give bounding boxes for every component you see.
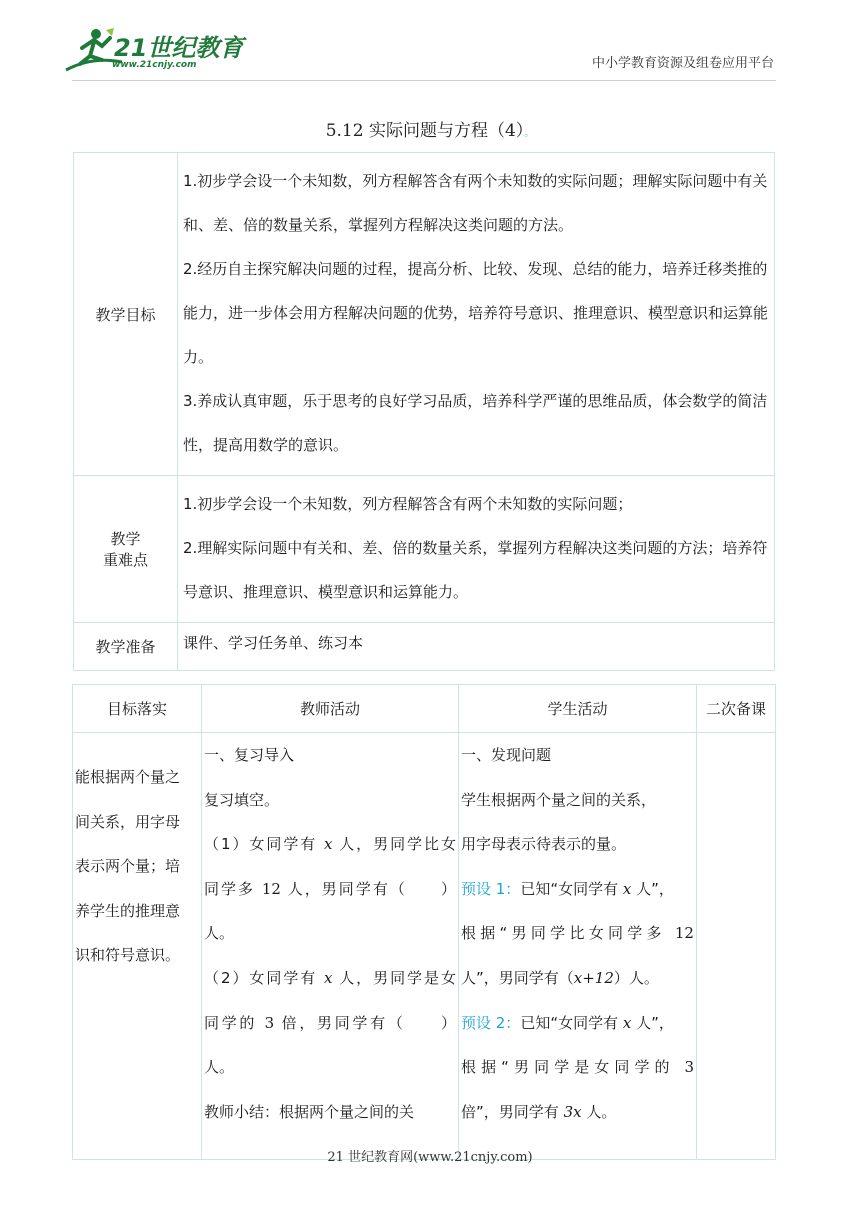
- difficulty-row: [74, 476, 775, 623]
- goal-content: [178, 153, 775, 476]
- prep-content: 课件、学习任务单、练习本: [178, 623, 775, 671]
- title-dot: 。: [524, 128, 535, 139]
- student-section: 一、发现问题: [461, 746, 552, 764]
- teacher-q1-line1: （1）女同学有 x 人，男同学比女: [204, 835, 456, 854]
- logo-text: 21世纪教育: [114, 34, 244, 62]
- goal-column: 能根据两个量之 间关系，用字母 表示两个量；培 养学生的推理意 识和符号意识。: [73, 733, 202, 1160]
- difficulty-content: [178, 476, 775, 623]
- teacher-section: 一、复习导入: [204, 746, 295, 764]
- goal-item-1: 1.初步学会设一个未知数，列方程解答含有两个未知数的实际问题；理解实际问题中有关和、差、倍的数量关系，掌握列方程解决这类问题的方法。: [183, 172, 768, 234]
- header-student: 学生活动: [459, 685, 697, 733]
- teacher-intro: 复习填空。: [204, 790, 280, 809]
- lesson-info-table: [73, 152, 775, 671]
- activity-body-row: [73, 733, 776, 1160]
- student-column: [459, 733, 697, 1160]
- preset-2-line2: 根据“男同学是女同学的 3: [461, 1058, 694, 1077]
- goal-row: [74, 153, 775, 476]
- preset-1-line1: 预设 1：已知“女同学有 x 人”，: [461, 879, 674, 898]
- difficulty-label: 教学 重难点: [74, 476, 178, 623]
- difficulty-item-2: 2.理解实际问题中有关和、差、倍的数量关系，掌握列方程解决这类问题的方法；培养符号意识、推理意识、模型意识和运算能力。: [183, 539, 768, 601]
- teacher-summary: 教师小结：根据两个量之间的关: [204, 1102, 415, 1121]
- teacher-q2-line1: （2）女同学有 x 人，男同学是女: [204, 968, 456, 987]
- preset-1-line2: 根据“男同学比女同学多 12: [461, 924, 694, 943]
- preset-2-line1: 预设 2：已知“女同学有 x 人”，: [461, 1013, 674, 1032]
- teacher-q1-line2: 同学多 12 人，男同学有（ ）: [204, 879, 456, 898]
- page-header: [0, 0, 860, 90]
- page-title: 5.12 实际问题与方程（4）。: [325, 121, 535, 141]
- student-line2: 用字母表示待表示的量。: [461, 835, 627, 854]
- page-footer: 21 世纪教育网(www.21cnjy.com): [327, 1150, 533, 1165]
- teacher-column: [202, 733, 459, 1160]
- preset-1-line3: 人”，男同学有（x+12）人。: [461, 968, 659, 987]
- preset-2-tag: 预设 2：: [461, 1013, 521, 1032]
- header-goal: 目标落实: [73, 685, 202, 733]
- header-teacher: 教师活动: [202, 685, 459, 733]
- header-notes: 二次备课: [697, 685, 776, 733]
- activity-table: [72, 684, 776, 1160]
- platform-name: 中小学教育资源及组卷应用平台: [591, 56, 774, 71]
- preset-1-tag: 预设 1：: [461, 879, 521, 898]
- preset-2-line3: 倍”，男同学有 3x 人。: [461, 1102, 617, 1121]
- goal-item-3: 3.养成认真审题，乐于思考的良好学习品质，培养科学严谨的思维品质，体会数学的简洁性，提高用数学的意识。: [183, 392, 768, 454]
- header-divider: [72, 80, 776, 81]
- prep-label: 教学准备: [74, 623, 178, 671]
- logo-url: www.21cnjy.com: [112, 60, 197, 70]
- teacher-q1-line3: 人。: [204, 924, 235, 943]
- activity-header-row: [73, 685, 776, 733]
- goal-label: 教学目标: [74, 153, 178, 476]
- teacher-q2-line3: 人。: [204, 1058, 235, 1077]
- difficulty-item-1: 1.初步学会设一个未知数，列方程解答含有两个未知数的实际问题；: [183, 495, 633, 513]
- prep-row: [74, 623, 775, 671]
- goal-item-2: 2.经历自主探究解决问题的过程，提高分析、比较、发现、总结的能力，培养迁移类推的能力，进一步体会用方程解决问题的优势，培养符号意识、推理意识、模型意识和运算能力。: [183, 260, 769, 366]
- notes-column: [697, 733, 776, 1160]
- teacher-q2-line2: 同学的 3 倍，男同学有（ ）: [204, 1013, 456, 1032]
- student-line1: 学生根据两个量之间的关系，: [461, 790, 657, 809]
